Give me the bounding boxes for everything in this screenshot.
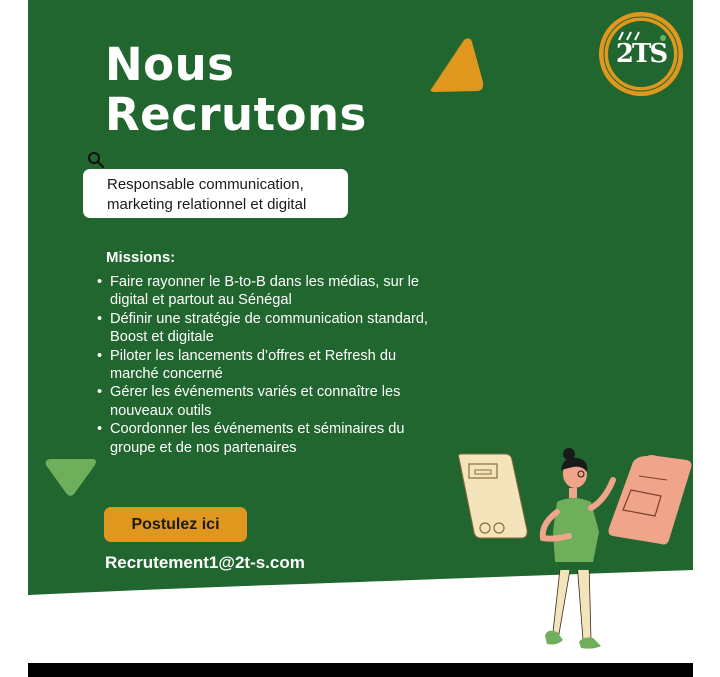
missions-title: Missions: (106, 249, 176, 266)
company-logo (597, 10, 685, 98)
mission-item-line-2: nouveaux outils (110, 402, 212, 419)
logo-text: 2TS (615, 39, 667, 69)
right-screen-icon (609, 455, 692, 545)
mission-item (96, 310, 496, 347)
mission-item-line-2: groupe et de nos partenaires (110, 439, 297, 456)
headline-line-1: Nous (105, 38, 235, 91)
woman-figure (543, 448, 613, 649)
mission-item (96, 420, 496, 457)
mission-item-line-1: • Gérer les événements variés et connaître les (110, 384, 401, 401)
headline (105, 40, 367, 140)
mission-item (96, 273, 496, 310)
recruitment-poster (28, 0, 693, 677)
woman-with-screens-illustration (453, 440, 693, 665)
missions-list (96, 273, 496, 457)
job-title-line-1: Responsable communication, (107, 176, 304, 193)
mission-item-line-1: • Définir une stratégie de communication standard, (110, 310, 428, 327)
mission-item-line-2: marché concerné (110, 366, 223, 383)
mission-item (96, 383, 496, 420)
headline-line-2: Recrutons (105, 88, 367, 141)
bottom-black-bar (28, 663, 693, 677)
mission-item-line-1: • Piloter les lancements d’offres et Refresh du (110, 347, 397, 364)
left-screen-icon (458, 454, 527, 538)
mission-item-line-1: • Coordonner les événements et séminaires du (110, 421, 405, 438)
job-title-line-2: marketing relationnel et digital (107, 196, 307, 213)
mission-item (96, 347, 496, 384)
mission-item-line-2: digital et partout au Sénégal (110, 292, 292, 309)
apply-button[interactable]: Postulez ici (104, 507, 247, 542)
search-icon (87, 151, 105, 169)
orange-triangle-decoration (426, 36, 486, 94)
mission-item-line-2: Boost et digitale (110, 329, 214, 346)
contact-email[interactable]: Recrutement1@2t-s.com (105, 553, 305, 572)
green-triangle-decoration (44, 457, 98, 497)
mission-item-line-1: • Faire rayonner le B-to-B dans les médias, sur le (110, 274, 420, 290)
job-title-box (83, 169, 348, 218)
